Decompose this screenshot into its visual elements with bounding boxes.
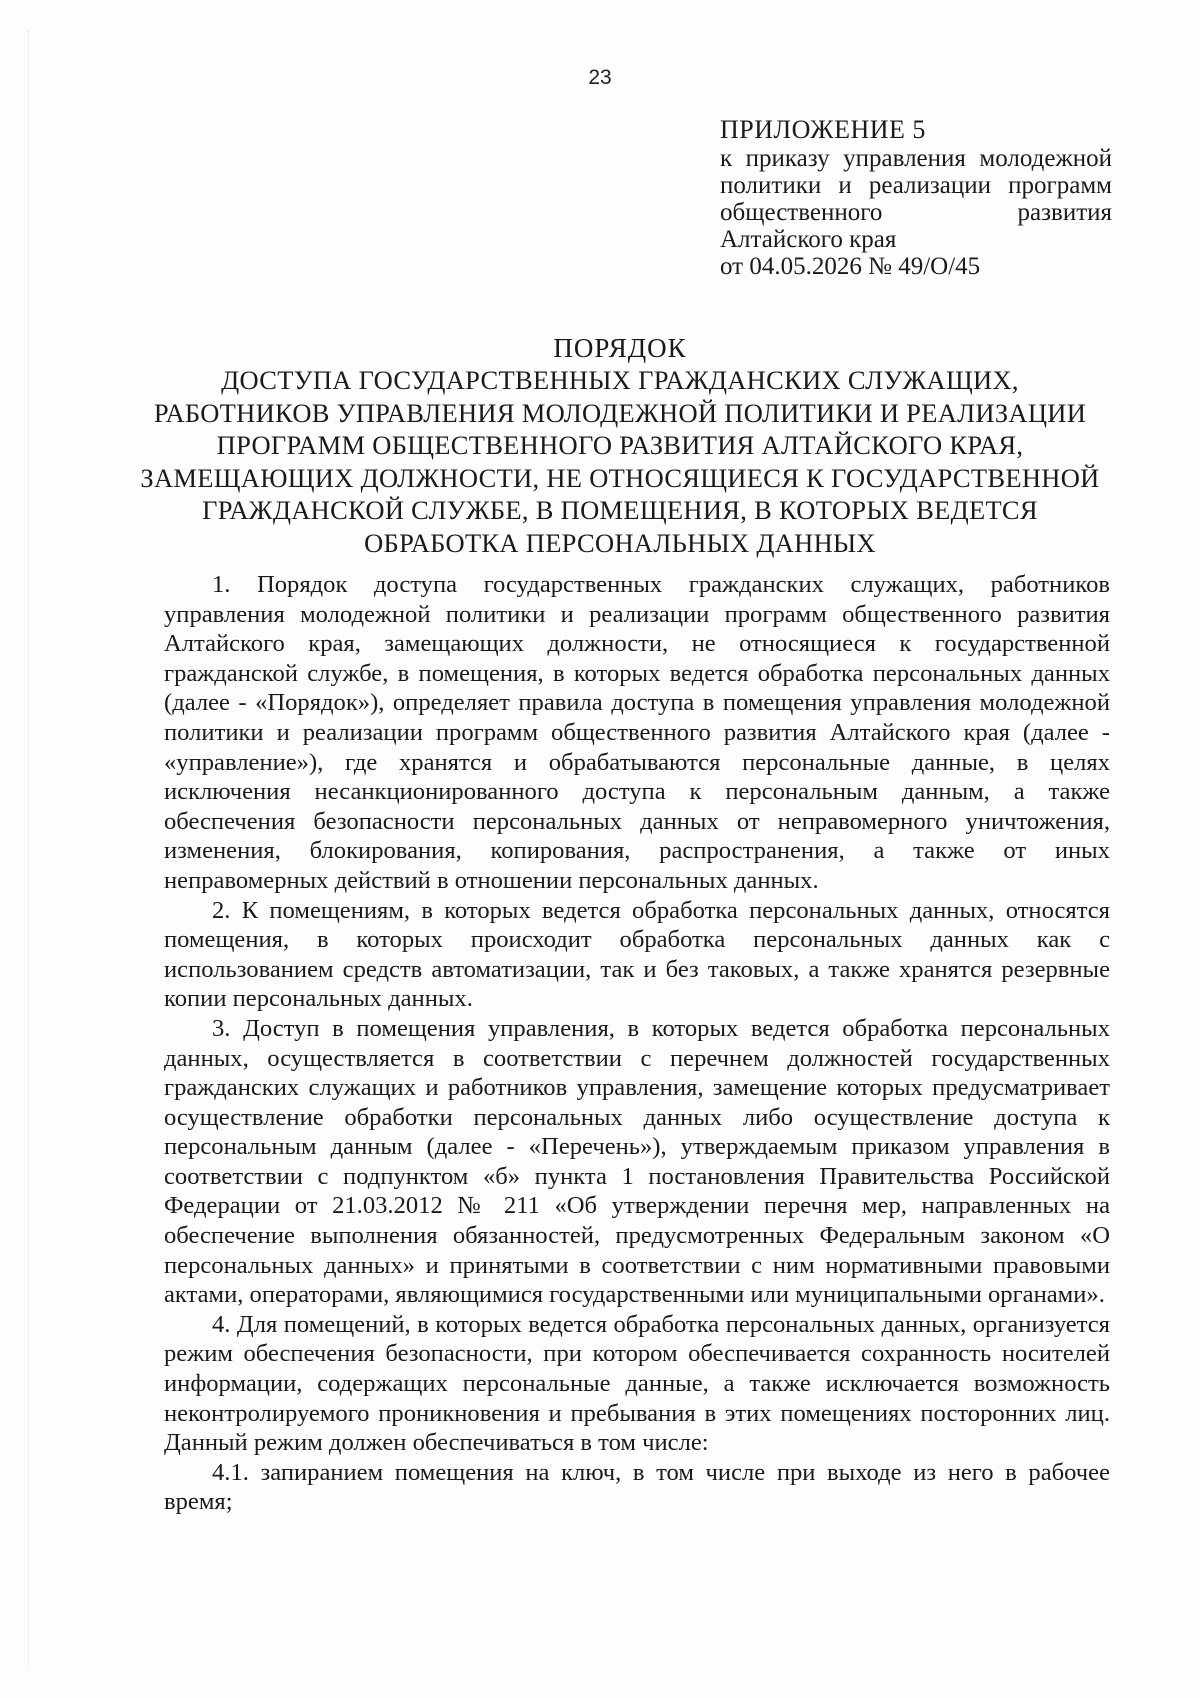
title-line: ГРАЖДАНСКОЙ СЛУЖБЕ, В ПОМЕЩЕНИЯ, В КОТОРЫХ ВЕДЕТСЯ (202, 495, 1038, 525)
appendix-line: Алтайского края (720, 226, 897, 253)
appendix-line: к приказу управления молодежной (720, 145, 1112, 172)
title-line: ПРОГРАММ ОБЩЕСТВЕННОГО РАЗВИТИЯ АЛТАЙСКОГО КРАЯ, (216, 430, 1024, 460)
appendix-block (720, 116, 1112, 280)
title-line: ОБРАБОТКА ПЕРСОНАЛЬНЫХ ДАННЫХ (364, 527, 876, 558)
document-body (164, 570, 1110, 1517)
title-heading: ПОРЯДОК (553, 333, 687, 363)
paragraph-4: 4. Для помещений, в которых ведется обработка персональных данных, организуется режим обеспечения безопасности, при котором обеспечивается сохранность носителей информации, содержащих персональные данные, а также исключается возможность неконтролируемого проникновения и пребывания в этих помещениях посторонних лиц. Данный режим должен обеспечиваться в том числе: (164, 1310, 1110, 1457)
appendix-line: политики и реализации программ (720, 172, 1112, 199)
title-line: ЗАМЕЩАЮЩИХ ДОЛЖНОСТИ, НЕ ОТНОСЯЩИЕСЯ К ГОСУДАРСТВЕННОЙ (140, 462, 1100, 493)
appendix-title: ПРИЛОЖЕНИЕ 5 (720, 115, 926, 144)
paragraph-3: 3. Доступ в помещения управления, в которых ведется обработка персональных данных, осуществляется в соответствии с перечнем должностей государственных гражданских служащих и работников управления, замещение которых предусматривает осуществление обработки персональных данных либо осуществление доступа к персональным данным (далее - «Перечень»), утверждаемым приказом управления в соответствии с подпунктом «б» пункта 1 постановления Правительства Российской Федерации от 21.03.2012 № 211 «Об утверждении перечня мер, направленных на обеспечение выполнения обязанностей, предусмотренных Федеральным законом «О персональных данных» и принятыми в соответствии с ним нормативными правовыми актами, операторами, являющимися государственными или муниципальными органами». (164, 1014, 1110, 1309)
document-title (140, 332, 1100, 559)
title-line: РАБОТНИКОВ УПРАВЛЕНИЯ МОЛОДЕЖНОЙ ПОЛИТИКИ И РЕАЛИЗАЦИИ (153, 397, 1087, 428)
appendix-line: от 04.05.2026 № 49/О/45 (720, 253, 981, 280)
paragraph-2: 2. К помещениям, в которых ведется обработка персональных данных, относятся помещения, в которых происходит обработка персональных данных как с использованием средств автоматизации, так и без таковых, а также хранятся резервные копии персональных данных. (164, 896, 1110, 1013)
title-line: ДОСТУПА ГОСУДАРСТВЕННЫХ ГРАЖДАНСКИХ СЛУЖАЩИХ, (221, 365, 1019, 395)
appendix-lines (720, 145, 1112, 280)
scan-margin-line (28, 30, 30, 1670)
paragraph-1: 1. Порядок доступа государственных гражданских служащих, работников управления молодежной политики и реализации программ общественного развития Алтайского края, замещающих должности, не относящиеся к государственной гражданской службе, в помещения, в которых ведется обработка персональных данных (далее - «Порядок»), определяет правила доступа в помещения управления молодежной политики и реализации программ общественного развития Алтайского края (далее - «управление»), где хранятся и обрабатываются персональные данные, в целях исключения несанкционированного доступа к персональным данным, а также обеспечения безопасности персональных данных от неправомерного уничтожения, изменения, блокирования, копирования, распространения, а также от иных неправомерных действий в отношении персональных данных. (164, 571, 1110, 894)
paragraph-4-1: 4.1. запиранием помещения на ключ, в том числе при выходе из него в рабочее время; (164, 1458, 1110, 1516)
appendix-line: общественного развития (720, 199, 1112, 226)
page-number: 23 (588, 66, 612, 89)
